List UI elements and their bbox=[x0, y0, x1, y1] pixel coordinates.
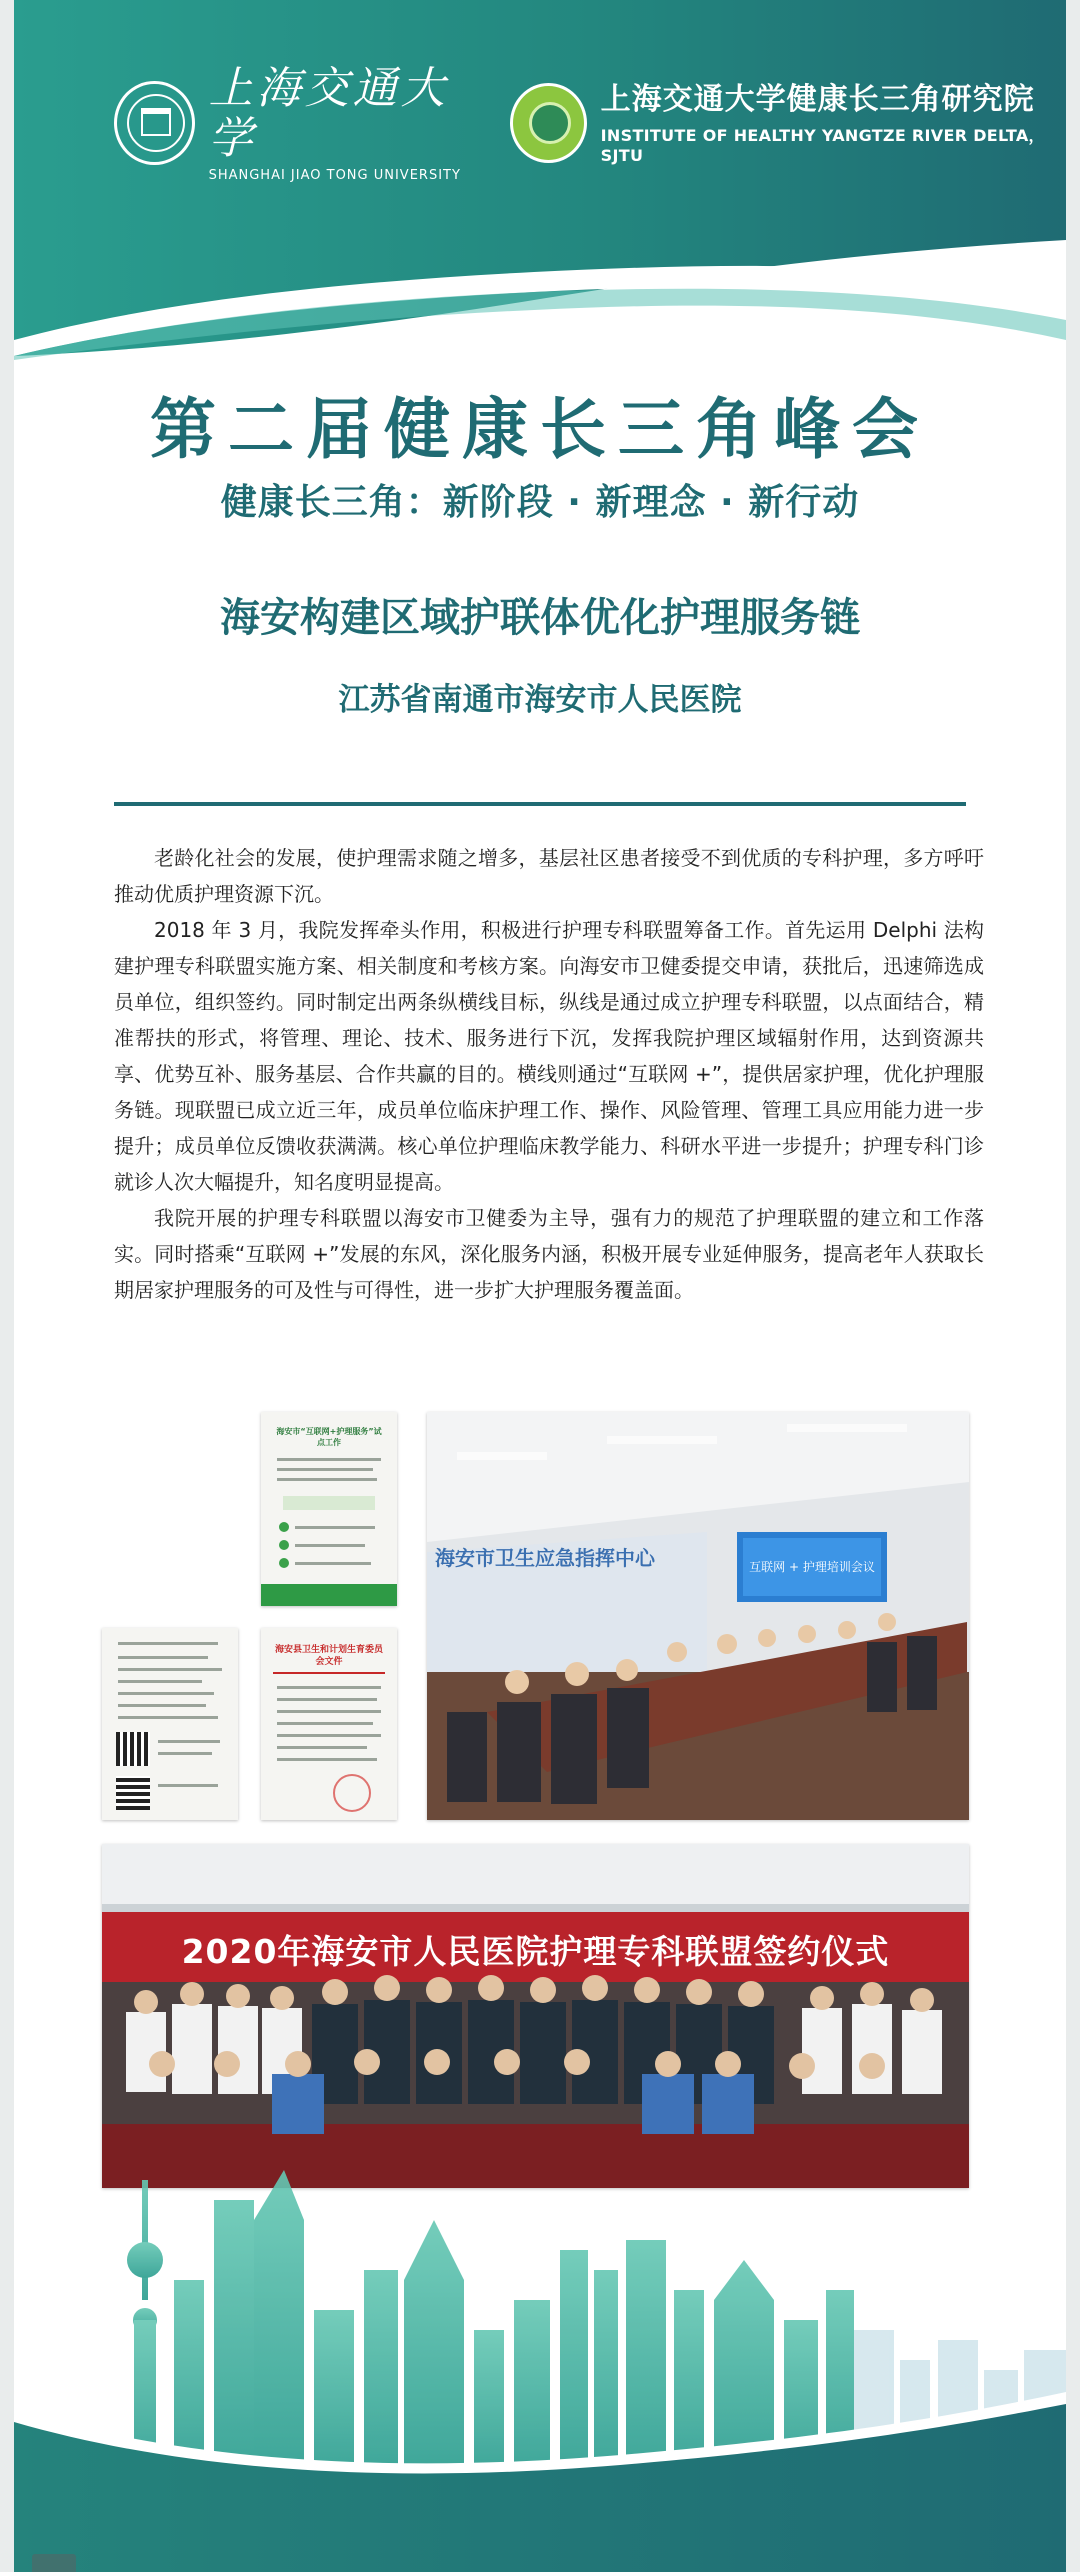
city-skyline-graphic bbox=[14, 2160, 1066, 2572]
paragraph-1: 老龄化社会的发展，使护理需求随之增多，基层社区患者接受不到优质的专科护理，多方呼吁推动优质护理资源下沉。 bbox=[114, 846, 984, 906]
group-signing-photo bbox=[102, 1844, 969, 2188]
paragraph-3: 我院开展的护理专科联盟以海安市卫健委为主导，强有力的规范了护理联盟的建立和工作落实。同时搭乘“互联网 +”发展的东风，深化服务内涵，积极开展专业延伸服务，提高老年人获取长期居家护理服务的可及性与可得性，进一步扩大护理服务覆盖面。 bbox=[114, 1206, 984, 1302]
paragraph-2: 2018 年 3 月，我院发挥牵头作用，积极进行护理专科联盟筹备工作。首先运用 Delphi 法构建护理专科联盟实施方案、相关制度和考核方案。向海安市卫健委提交申请，获批后，迅速筛选成员单位，组织签约。同时制定出两条纵横线目标，纵线是通过成立护理专科联盟，以点面结合，精准帮扶的形式，将管理、理论、技术、服务进行下沉，发挥我院护理区域辐射作用，达到资源共享、优势互补、服务基层、合作共赢的目的。横线则通过“互联网 +”，提供居家护理，优化护理服务链。现联盟已成立近三年，成员单位临床护理工作、操作、风险管理、管理工具应用能力进一步提升；成员单位反馈收获满满。核心单位护理临床教学能力、科研水平进一步提升；护理专科门诊就诊人次大幅提升，知名度明显提高。 bbox=[114, 918, 984, 1194]
institute-name-cn: 上海交通大学健康长三角研究院 bbox=[600, 82, 1035, 117]
document-photo-official-notice bbox=[261, 1628, 397, 1820]
summit-subtitle: 健康长三角：新阶段 · 新理念 · 新行动 bbox=[220, 482, 860, 523]
qr-code-icon bbox=[116, 1776, 150, 1810]
meeting-photo bbox=[427, 1412, 969, 1820]
body-text bbox=[114, 840, 984, 1308]
logo-row bbox=[114, 62, 1066, 183]
university-name-en: SHANGHAI JIAO TONG UNIVERSITY bbox=[208, 167, 461, 183]
summit-title: 第二届健康长三角峰会 bbox=[150, 391, 930, 468]
ceremony-banner-text: 2020年海安市人民医院护理专科联盟签约仪式 bbox=[181, 1932, 890, 1971]
title-block bbox=[14, 388, 1066, 720]
institute-emblem-icon bbox=[510, 83, 587, 163]
title-divider bbox=[114, 802, 966, 806]
hospital-name: 江苏省南通市海安市人民医院 bbox=[338, 682, 742, 718]
university-name-cn: 上海交通大学 bbox=[208, 62, 449, 164]
wall-sign-text: 海安市卫生应急指挥中心 bbox=[435, 1546, 655, 1570]
header-wave-graphic bbox=[14, 0, 1066, 360]
institute-name-en: INSTITUTE OF HEALTHY YANGTZE RIVER DELTA，SJTU bbox=[600, 126, 1045, 165]
document-photo-service-guide bbox=[102, 1628, 238, 1820]
seal-stamp-icon bbox=[333, 1774, 371, 1812]
screen-text: 互联网 + 护理培训会议 bbox=[749, 1560, 875, 1574]
document-heading: 海安市“互联网+护理服务”试点工作 bbox=[276, 1427, 382, 1447]
qr-code-icon bbox=[116, 1732, 150, 1766]
document-heading: 海安县卫生和计划生育委员会文件 bbox=[274, 1645, 383, 1667]
document-photo-internet-nursing bbox=[261, 1412, 397, 1606]
poster bbox=[14, 0, 1066, 2572]
header-banner bbox=[14, 0, 1066, 360]
topic-title: 海安构建区域护联体优化护理服务链 bbox=[220, 595, 860, 641]
sjtu-emblem-icon bbox=[114, 81, 195, 165]
corner-tab bbox=[32, 2554, 76, 2572]
